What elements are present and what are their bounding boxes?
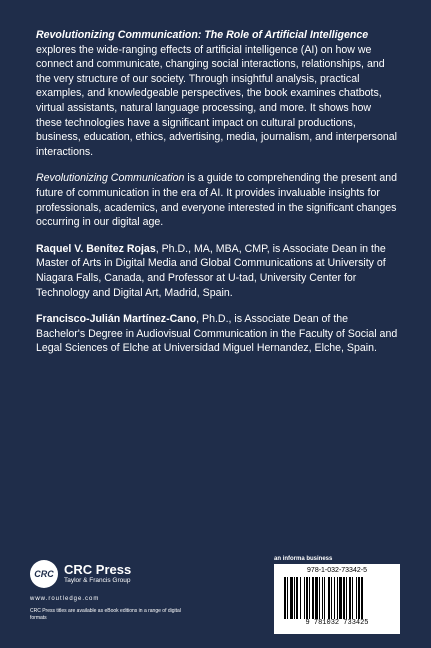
crc-logo-icon: CRC xyxy=(30,560,58,588)
author-bio-1 xyxy=(36,242,398,300)
author-bio-text: , Ph.D., is Associate Dean of the Bachelor's Degree in Audiovisual Communication in the Faculty of Social and Legal Sciences of Elche at Universidad Miguel Hernandez, Elche, Spain. xyxy=(36,313,398,355)
publisher-group: Taylor & Francis Group xyxy=(64,577,131,584)
barcode-icon xyxy=(282,577,392,619)
blurb-paragraph-1 xyxy=(36,28,398,159)
isbn-barcode xyxy=(274,564,400,634)
isbn-digits: 9 781032 733425 xyxy=(305,619,369,627)
publisher-block xyxy=(30,560,200,621)
book-title-italic: Revolutionizing Communication xyxy=(36,172,185,185)
author-bio-text: , Ph.D., MA, MBA, CMP, is Associate Dean in the Master of Arts in Digital Media and Global Communications at University of Niagara Falls, Canada, and Professor at U-tad, University Center for Technology and Digital Art, Madrid, Spain. xyxy=(36,242,386,299)
publisher-website: www.routledge.com xyxy=(30,596,100,602)
author-name: Raquel V. Benítez Rojas xyxy=(36,242,156,255)
informa-label: an informa business xyxy=(274,556,333,562)
blurb-paragraph-2 xyxy=(36,171,398,229)
book-title-emphasis: Revolutionizing Communication: The Role of Artificial Intelligence xyxy=(36,29,369,41)
barcode-block xyxy=(274,556,404,634)
back-cover-text xyxy=(36,28,398,368)
isbn-number: 978-1-032-73342-5 xyxy=(307,567,367,574)
author-name: Francisco-Julián Martínez-Cano xyxy=(36,313,197,326)
ebook-note: CRC Press titles are available as eBook editions in a range of digital formats xyxy=(30,608,181,621)
blurb-text: is a guide to comprehending the present and future of communication in the era of AI. It provides invaluable insights for professionals, academics, and everyone interested in the significant changes occurring in our digital age. xyxy=(36,172,398,229)
publisher-logo xyxy=(30,560,200,588)
blurb-text: explores the wide-ranging effects of artificial intelligence (AI) on how we connect and communicate, changing social interactions, relationships, and the very structure of our society. Through insightful analysis, practical examples, and knowledgeable perspectives, the book examines chatbots, virtual assistants, natural language processing, and more. It shows how these technologies have a significant impact on cultural productions, business, education, ethics, advertising, media, journalism, and interpersonal interactions. xyxy=(36,43,397,158)
author-bio-2 xyxy=(36,312,398,356)
publisher-name: CRC Press xyxy=(64,562,132,577)
